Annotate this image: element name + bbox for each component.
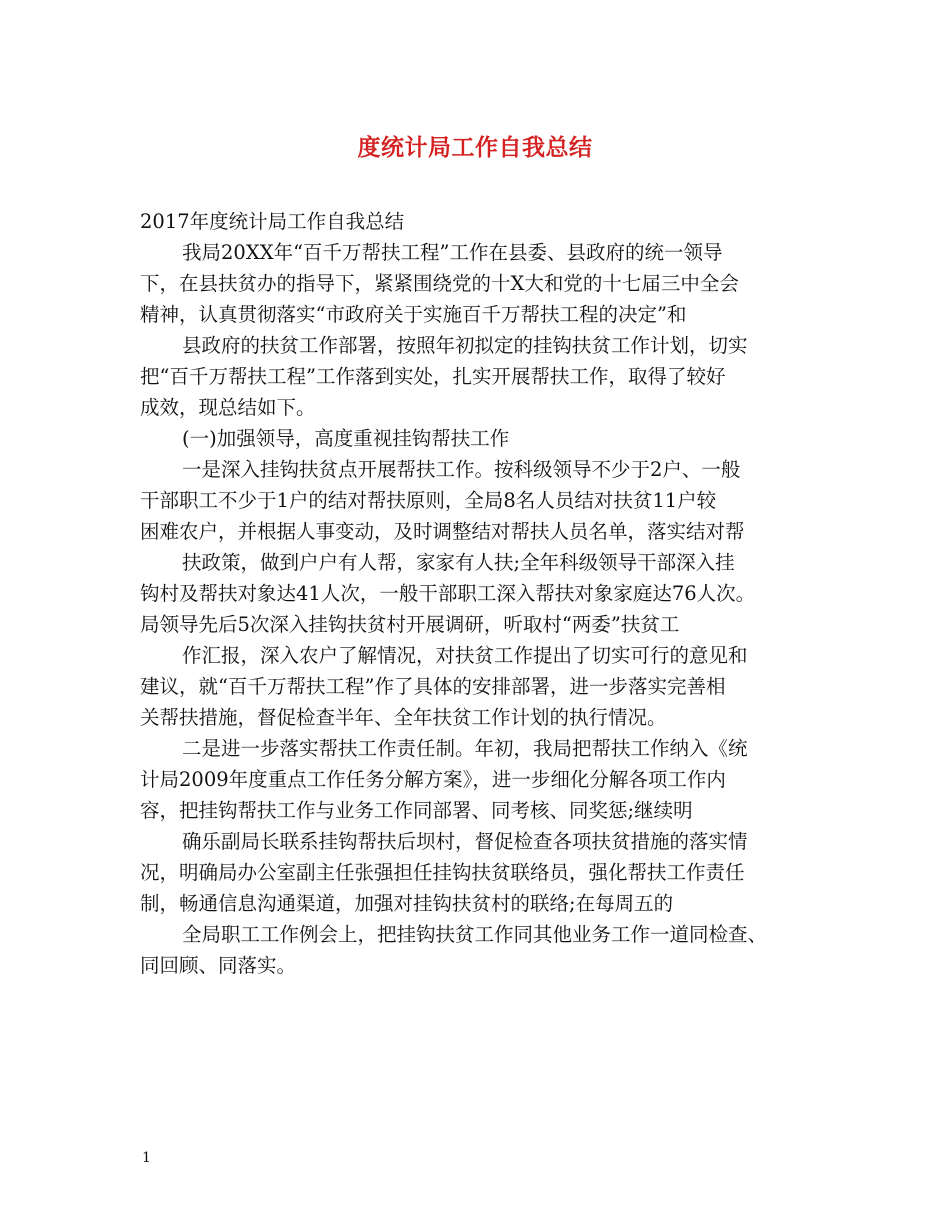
paragraph-line: 容，把挂钩帮扶工作与业务工作同部署、同考核、同奖惩;继续明 — [140, 799, 693, 822]
paragraph-line: 县政府的扶贫工作部署，按照年初拟定的挂钩扶贫工作计划，切实 — [182, 334, 748, 357]
paragraph-line: 一是深入挂钩扶贫点开展帮扶工作。按科级领导不少于2户、一般 — [182, 458, 741, 481]
paragraph-line: 扶政策，做到户户有人帮，家家有人扶;全年科级领导干部深入挂 — [182, 551, 735, 574]
paragraph-line: 全局职工工作例会上，把挂钩扶贫工作同其他业务工作一道同检查、 — [182, 923, 768, 946]
paragraph-line: 二是进一步落实帮扶工作责任制。年初，我局把帮扶工作纳入《统 — [182, 737, 748, 760]
paragraph-line: 确乐副局长联系挂钩帮扶后坝村，督促检查各项扶贫措施的落实情 — [182, 830, 748, 853]
paragraph-line: 计局2009年度重点工作任务分解方案》，进一步细化分解各项工作内 — [140, 768, 726, 791]
paragraph-line: 作汇报，深入农户了解情况，对扶贫工作提出了切实可行的意见和 — [182, 644, 748, 667]
paragraph-line: 困难农户，并根据人事变动，及时调整结对帮扶人员名单，落实结对帮 — [140, 520, 745, 543]
paragraph-line: 局领导先后5次深入挂钩扶贫村开展调研，听取村“两委”扶贫工 — [140, 613, 680, 636]
page-number: 1 — [142, 1150, 151, 1166]
paragraph-line: 制，畅通信息沟通渠道，加强对挂钩扶贫村的联络;在每周五的 — [140, 892, 674, 915]
paragraph-line: 同回顾、同落实。 — [140, 954, 297, 977]
paragraph-line: 关帮扶措施，督促检查半年、全年扶贫工作计划的执行情况。 — [140, 706, 667, 729]
paragraph-line: 把“百千万帮扶工程”工作落到实处，扎实开展帮扶工作，取得了较好 — [140, 365, 726, 388]
paragraph-line: 钩村及帮扶对象达41人次，一般干部职工深入帮扶对象家庭达76人次。 — [140, 582, 756, 605]
paragraph-line: 成效，现总结如下。 — [140, 396, 316, 419]
paragraph-line: 下，在县扶贫办的指导下，紧紧围绕党的十X大和党的十七届三中全会 — [140, 272, 739, 295]
paragraph-line: 2017年度统计局工作自我总结 — [140, 210, 405, 233]
section-heading: (一)加强领导，高度重视挂钩帮扶工作 — [182, 427, 510, 450]
document-body — [140, 206, 840, 981]
paragraph-line: 况，明确局办公室副主任张强担任挂钩扶贫联络员，强化帮扶工作责任 — [140, 861, 745, 884]
paragraph-line: 干部职工不少于1户的结对帮扶原则，全局8名人员结对扶贫11户较 — [140, 489, 717, 512]
paragraph-line: 建议，就“百千万帮扶工程”作了具体的安排部署，进一步落实完善相 — [140, 675, 726, 698]
document-title: 度统计局工作自我总结 — [357, 135, 593, 161]
paragraph-line: 我局20XX年“百千万帮扶工程”工作在县委、县政府的统一领导 — [182, 241, 723, 264]
paragraph-line: 精神，认真贯彻落实“市政府关于实施百千万帮扶工程的决定”和 — [140, 303, 687, 326]
